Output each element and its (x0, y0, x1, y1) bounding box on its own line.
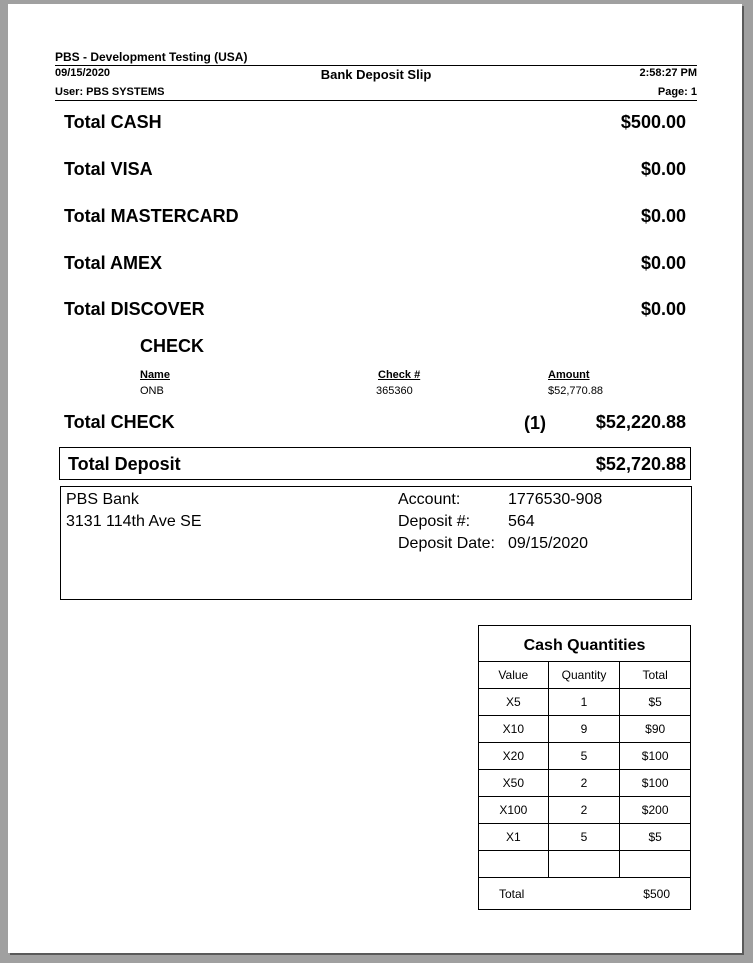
cash-quantities-title: Cash Quantities (479, 626, 691, 662)
check-col-number: Check # (378, 369, 421, 381)
report-time: 2:58:27 PM (639, 67, 697, 79)
total-visa-label: Total VISA (64, 159, 153, 179)
report-user: User: PBS SYSTEMS (55, 86, 165, 98)
table-row (479, 797, 691, 824)
total-discover-label: Total DISCOVER (64, 299, 205, 319)
table-row (479, 689, 691, 716)
account-value: 1776530-908 (508, 491, 603, 508)
company-name: PBS - Development Testing (USA) (55, 50, 248, 64)
deposit-number-label: Deposit #: (398, 513, 471, 530)
cell-value (479, 851, 549, 878)
check-col-amount: Amount (548, 369, 590, 381)
cell-value: X1 (479, 824, 549, 851)
total-amex-amount: $0.00 (640, 253, 686, 273)
cash-quantities-table (478, 625, 691, 910)
cell-quantity: 5 (548, 743, 620, 770)
check-row-name: ONB (140, 385, 164, 397)
col-header-quantity: Quantity (548, 662, 620, 689)
total-deposit-box (59, 447, 691, 480)
cell-value: X10 (479, 716, 549, 743)
cell-total: $5 (620, 689, 691, 716)
cell-value: X100 (479, 797, 549, 824)
cell-total (620, 851, 691, 878)
report-page (8, 4, 742, 953)
header-divider-top (55, 65, 697, 66)
cell-quantity: 2 (548, 770, 620, 797)
total-mastercard-label: Total MASTERCARD (64, 206, 239, 226)
total-amex-label: Total AMEX (64, 253, 162, 273)
table-row (479, 770, 691, 797)
report-title: Bank Deposit Slip (320, 67, 432, 82)
table-row (479, 743, 691, 770)
check-heading: CHECK (140, 336, 205, 356)
col-header-total: Total (620, 662, 691, 689)
total-deposit-label: Total Deposit (68, 454, 181, 474)
total-discover-amount: $0.00 (640, 299, 686, 319)
bank-address: 3131 114th Ave SE (66, 513, 202, 530)
total-cash-amount: $500.00 (620, 112, 686, 132)
table-row-empty (479, 851, 691, 878)
cash-total-label: Total (479, 878, 549, 910)
cell-total: $200 (620, 797, 691, 824)
check-row-amount: $52,770.88 (548, 385, 604, 397)
deposit-date-label: Deposit Date: (398, 535, 495, 552)
total-visa-amount: $0.00 (640, 159, 686, 179)
col-header-value: Value (479, 662, 549, 689)
account-label: Account: (398, 491, 461, 508)
cash-quantities-header-row (479, 662, 691, 689)
cash-quantities-total-row (479, 878, 691, 910)
cell-value: X20 (479, 743, 549, 770)
cash-total-spacer (548, 878, 620, 910)
header-divider-bottom (55, 100, 697, 101)
cell-total: $100 (620, 770, 691, 797)
check-row-number: 365360 (376, 385, 413, 397)
cell-quantity: 9 (548, 716, 620, 743)
cell-total: $5 (620, 824, 691, 851)
deposit-number-value: 564 (508, 513, 535, 530)
total-mastercard-amount: $0.00 (640, 206, 686, 226)
cell-quantity (548, 851, 620, 878)
total-deposit-amount: $52,720.88 (595, 454, 686, 474)
total-cash-label: Total CASH (64, 112, 162, 132)
cell-quantity: 1 (548, 689, 620, 716)
total-check-amount: $52,220.88 (595, 412, 686, 432)
bank-name: PBS Bank (66, 491, 139, 508)
total-check-label: Total CHECK (64, 412, 175, 432)
table-row (479, 824, 691, 851)
cell-total: $100 (620, 743, 691, 770)
page-number: Page: 1 (657, 86, 697, 98)
check-col-name: Name (140, 369, 170, 381)
cell-value: X5 (479, 689, 549, 716)
table-row (479, 716, 691, 743)
total-check-count: (1) (524, 413, 546, 433)
cell-quantity: 5 (548, 824, 620, 851)
cell-quantity: 2 (548, 797, 620, 824)
report-date: 09/15/2020 (55, 67, 111, 79)
cell-value: X50 (479, 770, 549, 797)
cash-total-value: $500 (620, 878, 691, 910)
cell-total: $90 (620, 716, 691, 743)
deposit-date-value: 09/15/2020 (508, 535, 589, 552)
bank-info-box (60, 486, 692, 600)
